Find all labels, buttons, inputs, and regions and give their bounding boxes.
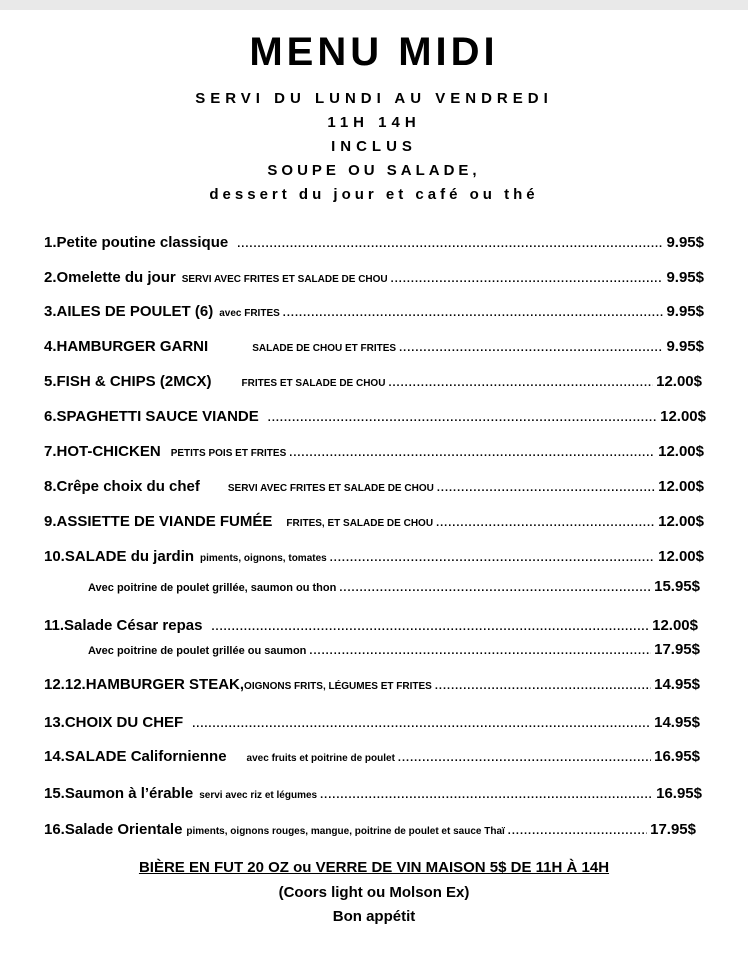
menu-item [44,443,704,465]
item-name: 12.12.HAMBURGER STEAK, [44,676,245,693]
menu-item [44,478,704,500]
item-name: 14.SALADE Californienne [44,748,227,765]
menu-item [44,748,700,770]
item-desc: avec fruits et poitrine de poulet [246,753,395,764]
menu-item [44,338,704,360]
item-desc: avec FRITES [219,308,280,319]
item-desc: FRITES, ET SALADE DE CHOU [286,518,434,529]
leader-dots [283,307,664,319]
leader-dots [388,377,653,389]
item-price: 9.95$ [666,303,704,320]
page-title: MENU MIDI [249,30,499,74]
leader-dots [289,447,655,459]
item-name: 15.Saumon à l’érable [44,785,194,802]
item-name: 16.Salade Orientale [44,821,183,838]
item-price: 12.00$ [658,513,704,530]
item-price: 9.95$ [666,234,704,251]
item-price: 12.00$ [652,617,698,634]
item-price: 12.00$ [658,443,704,460]
subtitle-included: INCLUS [331,138,417,155]
item-price: 16.95$ [654,748,700,765]
item-name: 11.Salade César repas [44,617,203,634]
item-price: 9.95$ [666,269,704,286]
menu-item [44,303,704,325]
leader-dots [435,680,651,692]
menu-item [44,676,700,698]
item-price: 15.95$ [654,578,700,595]
item-name: 5.FISH & CHIPS (2MCX) [44,373,212,390]
leader-dots [436,517,655,529]
leader-dots [330,552,655,564]
leader-dots [391,273,664,285]
item-price: 17.95$ [650,821,696,838]
leader-dots [309,645,651,657]
item-price: 17.95$ [654,641,700,658]
subtitle-dessert: dessert du jour et café ou thé [209,186,539,203]
item-name: 6.SPAGHETTI SAUCE VIANDE [44,408,259,425]
item-desc: OIGNONS FRITS, LÉGUMES ET FRITES [244,681,432,692]
item-price: 12.00$ [656,373,702,390]
leader-dots [237,238,663,250]
menu-item [44,617,698,639]
item-price: 12.00$ [658,548,704,565]
menu-item-option [44,641,700,663]
closing-greeting: Bon appétit [332,908,416,925]
leader-dots [268,412,657,424]
menu-item [44,548,704,570]
item-desc: Avec poitrine de poulet grillée ou saumon [88,645,307,657]
item-name: 1.Petite poutine classique [44,234,229,251]
leader-dots [192,718,651,730]
leader-dots [399,342,663,354]
item-name: 10.SALADE du jardin [44,548,195,565]
menu-page [0,10,748,960]
item-desc: FRITES ET SALADE DE CHOU [241,378,386,389]
item-price: 12.00$ [658,478,704,495]
leader-dots [320,789,653,801]
menu-item [44,785,702,807]
menu-item [44,513,704,535]
item-desc: SERVI AVEC FRITES ET SALADE DE CHOU [181,274,388,285]
subtitle-hours: 11H 14H [327,114,421,131]
item-price: 14.95$ [654,714,700,731]
item-name: 2.Omelette du jour [44,269,176,286]
leader-dots [211,621,649,633]
item-desc: piments, oignons, tomates [200,553,327,564]
item-price: 14.95$ [654,676,700,693]
item-name: 7.HOT-CHICKEN [44,443,161,460]
beer-brands: (Coors light ou Molson Ex) [278,884,470,901]
menu-item [44,373,702,395]
menu-item [44,714,700,736]
menu-item [44,269,704,291]
menu-item [44,408,706,430]
item-desc: SERVI AVEC FRITES ET SALADE DE CHOU [227,483,434,494]
subtitle-soup-salad: SOUPE OU SALADE, [267,162,481,179]
item-desc: SALADE DE CHOU ET FRITES [252,343,397,354]
leader-dots [339,582,651,594]
item-name: 13.CHOIX DU CHEF [44,714,184,731]
item-desc: PETITS POIS ET FRITES [170,448,287,459]
leader-dots [398,752,651,764]
item-desc: Avec poitrine de poulet grillée, saumon ou thon [88,582,337,594]
item-name: 4.HAMBURGER GARNI [44,338,209,355]
menu-item-option [44,578,700,600]
menu-item [44,234,704,256]
item-price: 9.95$ [666,338,704,355]
item-desc: piments, oignons rouges, mangue, poitrine de poulet et sauce Thaï [186,826,505,837]
item-price: 12.00$ [660,408,706,425]
leader-dots [437,482,655,494]
subtitle-days: SERVI DU LUNDI AU VENDREDI [195,90,553,107]
item-name: 3.AILES DE POULET (6) [44,303,214,320]
item-name: 8.Crêpe choix du chef [44,478,200,495]
item-desc: servi avec riz et légumes [199,790,318,801]
item-name: 9.ASSIETTE DE VIANDE FUMÉE [44,513,273,530]
menu-item [44,821,696,843]
item-price: 16.95$ [656,785,702,802]
drink-special: BIÈRE EN FUT 20 OZ ou VERRE DE VIN MAISON 5$ DE 11H À 14H [138,859,610,876]
leader-dots [508,825,647,837]
